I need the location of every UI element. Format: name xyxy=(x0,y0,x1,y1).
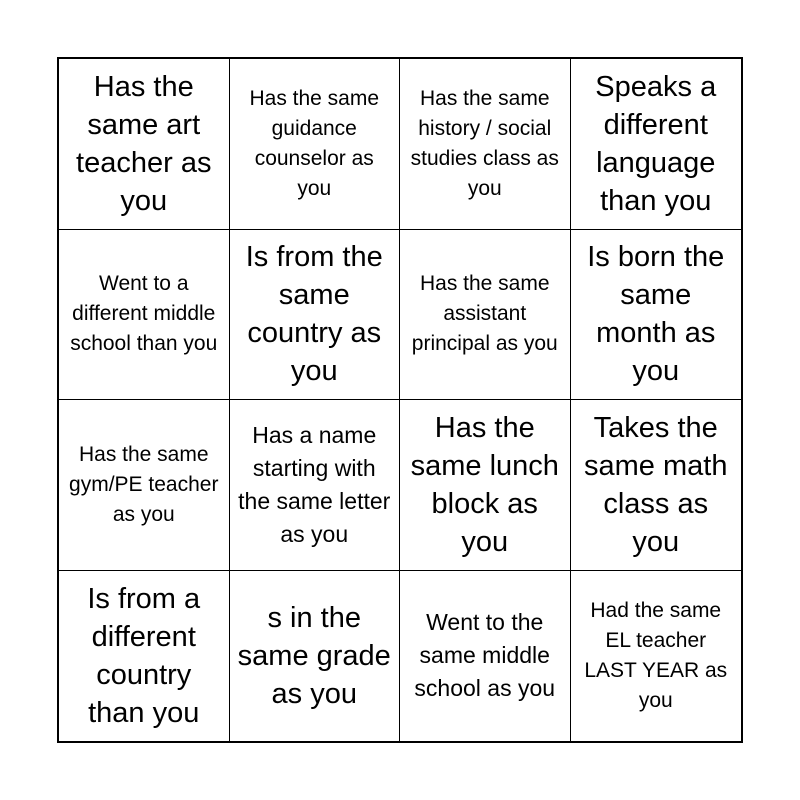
bingo-square-text: Has the same assistant principal as you xyxy=(411,272,558,356)
bingo-square-text: Is from a different country than you xyxy=(87,582,201,729)
bingo-square-r4-c3[interactable] xyxy=(400,571,571,742)
bingo-square-text: Is born the same month as you xyxy=(587,241,725,388)
bingo-square-r1-c4[interactable] xyxy=(571,59,742,230)
bingo-square-r3-c3[interactable] xyxy=(400,400,571,571)
bingo-square-text: Has the same gym/PE teacher as you xyxy=(69,442,219,526)
bingo-square-text: Is from the same country as you xyxy=(245,241,383,388)
bingo-square-r3-c2[interactable] xyxy=(230,400,401,571)
bingo-card-grid xyxy=(57,57,743,743)
bingo-square-text: Has the same lunch block as you xyxy=(410,411,559,558)
bingo-square-r4-c4[interactable] xyxy=(571,571,742,742)
bingo-square-text: Has a name starting with the same letter as you xyxy=(238,421,391,547)
bingo-square-text: Has the same history / social studies class as you xyxy=(410,86,559,200)
bingo-square-r4-c2[interactable] xyxy=(230,571,401,742)
bingo-square-r3-c1[interactable] xyxy=(59,400,230,571)
bingo-square-r3-c4[interactable] xyxy=(571,400,742,571)
bingo-square-text: Went to a different middle school than you xyxy=(70,272,218,356)
bingo-square-text: Speaks a different language than you xyxy=(595,70,717,217)
bingo-square-r2-c2[interactable] xyxy=(230,230,401,401)
bingo-square-r2-c1[interactable] xyxy=(59,230,230,401)
bingo-square-text: Had the same EL teacher LAST YEAR as you xyxy=(584,598,728,712)
bingo-square-text: s in the same grade as you xyxy=(237,601,391,710)
bingo-square-r4-c1[interactable] xyxy=(59,571,230,742)
bingo-square-r1-c1[interactable] xyxy=(59,59,230,230)
bingo-square-r1-c3[interactable] xyxy=(400,59,571,230)
bingo-square-r1-c2[interactable] xyxy=(230,59,401,230)
bingo-square-r2-c4[interactable] xyxy=(571,230,742,401)
bingo-square-text: Went to the same middle school as you xyxy=(414,609,556,702)
bingo-square-text: Has the same guidance counselor as you xyxy=(249,86,380,200)
bingo-square-text: Takes the same math class as you xyxy=(584,411,728,558)
bingo-square-text: Has the same art teacher as you xyxy=(76,70,212,217)
bingo-square-r2-c3[interactable] xyxy=(400,230,571,401)
